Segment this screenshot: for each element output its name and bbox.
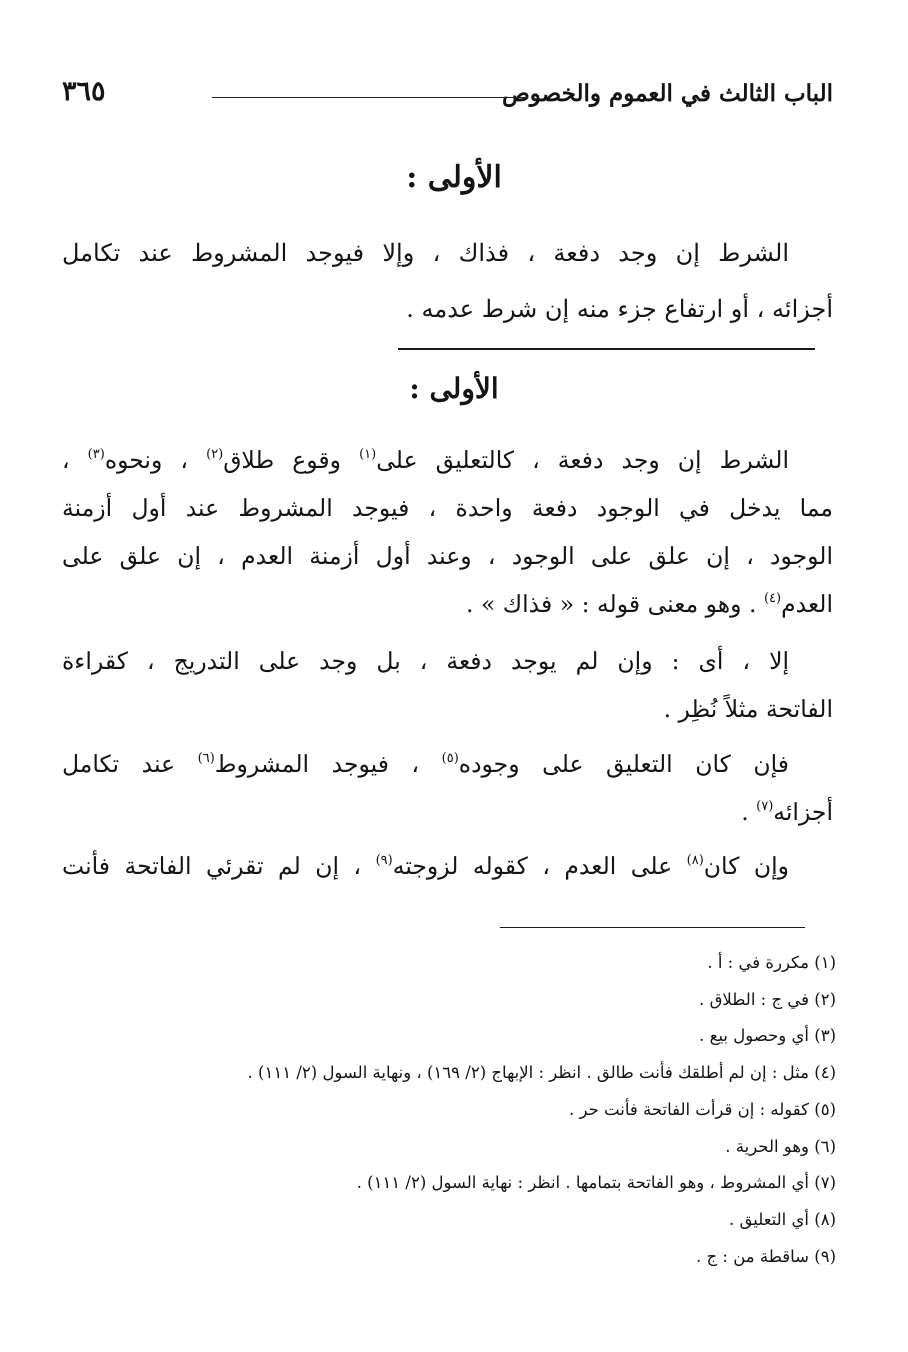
text-run: فإن كان التعليق على وجوده — [458, 750, 790, 778]
text-run: على العدم ، كقوله لزوجته — [392, 852, 687, 880]
sharh-line: إلا ، أى : وإن لم يوجد دفعة ، بل وجد على التدريج ، كقراءة — [62, 647, 789, 675]
text-run: ، — [62, 446, 88, 474]
matn-text — [62, 225, 833, 337]
footnote-ref-7[interactable]: (٧) — [756, 799, 774, 814]
footnote-7: (٧) أي المشروط ، وهو الفاتحة بتمامها . انظر : نهاية السول (٢/ ١١١) . — [356, 1173, 836, 1193]
footnote-9: (٩) ساقطة من : ج . — [696, 1246, 836, 1266]
text-run: أجزائه — [773, 798, 833, 826]
footnote-ref-1[interactable]: (١) — [359, 447, 377, 462]
footnote-4: (٤) مثل : إن لم أطلقك فأنت طالق . انظر : الإبهاج (٢/ ١٦٩) ، ونهاية السول (٢/ ١١١) . — [247, 1063, 836, 1083]
sharh-paragraph — [62, 637, 833, 733]
footnote-ref-4[interactable]: (٤) — [763, 591, 782, 606]
text-run: وقوع طلاق — [223, 446, 360, 474]
matn-line: أجزائه ، أو ارتفاع جزء منه إن شرط عدمه . — [406, 295, 833, 323]
sharh-paragraph — [62, 436, 833, 628]
text-run: ، فيوجد المشروط — [214, 750, 442, 778]
footnote-ref-2[interactable]: (٢) — [206, 447, 224, 462]
footnote-8: (٨) أي التعليق . — [729, 1209, 836, 1229]
text-run: الشرط إن وجد دفعة ، كالتعليق على — [376, 446, 790, 474]
matn-line: الشرط إن وجد دفعة ، فذاك ، وإلا فيوجد المشروط عند تكامل — [62, 239, 789, 267]
footnote-ref-6[interactable]: (٦) — [197, 751, 215, 766]
header-rule — [212, 97, 528, 98]
sharh-line — [62, 436, 833, 484]
chapter-title: الباب الثالث في العموم والخصوص — [501, 80, 833, 107]
text-run: . وهو معنى قوله : « فذاك » . — [466, 590, 764, 618]
footnote-6: (٦) وهو الحرية . — [725, 1136, 836, 1156]
text-run: العدم — [781, 590, 833, 618]
footnote-ref-9[interactable]: (٩) — [375, 853, 393, 868]
sharh-paragraph — [62, 842, 833, 890]
text-run: ، ونحوه — [104, 446, 207, 474]
footnote-ref-5[interactable]: (٥) — [441, 751, 459, 766]
sharh-line — [62, 842, 833, 890]
footnote-divider — [500, 927, 805, 928]
text-run: وإن كان — [703, 852, 789, 880]
sharh-line: مما يدخل في الوجود دفعة واحدة ، فيوجد المشروط عند أول أزمنة — [62, 494, 833, 522]
text-run: عند تكامل — [62, 750, 198, 778]
sharh-line: الوجود ، إن علق على الوجود ، وعند أول أزمنة العدم ، إن علق على — [62, 542, 833, 570]
page-number: ٣٦٥ — [62, 76, 106, 107]
sharh-paragraph — [62, 740, 833, 836]
sharh-line: الفاتحة مثلاً نُظِر . — [663, 695, 833, 723]
text-run: . — [741, 798, 757, 826]
footnote-5: (٥) كقوله : إن قرأت الفاتحة فأنت حر . — [568, 1099, 836, 1119]
section-divider — [398, 348, 815, 350]
sharh-line — [62, 580, 833, 628]
footnote-1: (١) مكررة في : أ . — [707, 953, 836, 972]
footnote-ref-8[interactable]: (٨) — [686, 853, 704, 868]
footnotes — [62, 945, 836, 1275]
matn-heading: الأولى : — [406, 160, 502, 195]
running-header — [62, 76, 833, 114]
footnote-ref-3[interactable]: (٣) — [87, 447, 105, 462]
footnote-3: (٣) أي وحصول بيع . — [699, 1026, 836, 1046]
sharh-heading: الأولى : — [409, 372, 499, 405]
sharh-line — [62, 788, 833, 836]
footnote-2: (٢) في ج : الطلاق . — [699, 989, 836, 1009]
text-run: ، إن لم تقرئي الفاتحة فأنت — [62, 852, 376, 880]
sharh-line — [62, 740, 833, 788]
